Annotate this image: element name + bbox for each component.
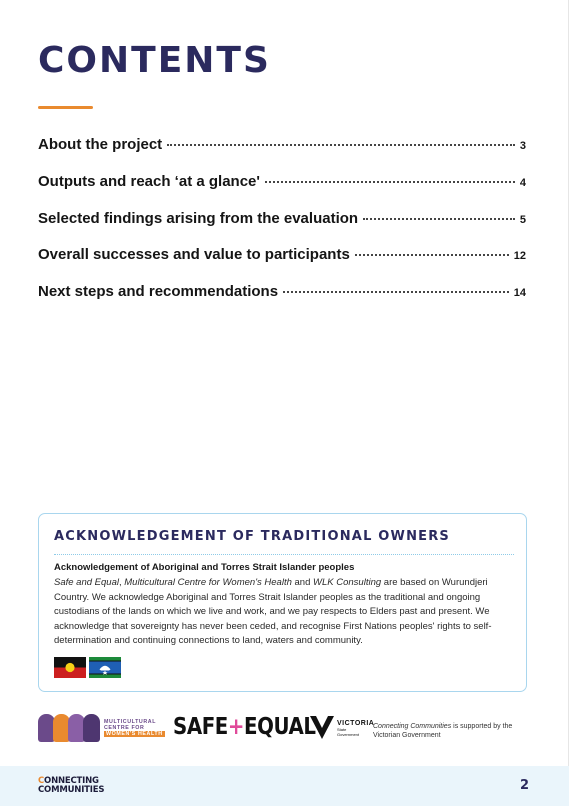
- brand-line: ONNECTING: [44, 776, 99, 786]
- toc-entry[interactable]: [38, 136, 526, 173]
- toc-entry[interactable]: [38, 210, 526, 247]
- table-of-contents: [38, 136, 526, 320]
- toc-entry-page: 12: [513, 250, 526, 263]
- text-separator: ,: [118, 577, 125, 588]
- page-footer: [0, 766, 569, 806]
- safe-and-equal-logo: [173, 714, 316, 740]
- victoria-v-icon: [309, 714, 335, 740]
- toc-entry-label: Next steps and recommendations: [38, 283, 279, 301]
- acknowledgement-box: [38, 513, 527, 692]
- c-shape-icon: C: [38, 776, 45, 786]
- org-safe-and-equal: Safe and Equal: [54, 577, 119, 588]
- flags-row: [54, 657, 121, 678]
- victoria-wordmark: [337, 720, 374, 737]
- page-title: CONTENTS: [38, 40, 271, 81]
- program-name: Connecting Communities: [373, 723, 452, 730]
- toc-leader-dots: [283, 291, 509, 293]
- wordmark-line: WOMEN'S HEALTH: [106, 731, 163, 738]
- partner-logos-row: [38, 712, 527, 748]
- faces-graphic-icon: [38, 714, 98, 742]
- toc-entry-label: Outputs and reach ‘at a glance': [38, 172, 260, 190]
- wordmark-line: CENTRE FOR: [104, 724, 145, 731]
- connecting-communities-logo: [38, 777, 104, 795]
- torres-strait-flag-icon: [89, 657, 121, 678]
- wordmark-line: MULTICULTURAL: [104, 718, 157, 725]
- brand-line: COMMUNITIES: [38, 785, 105, 795]
- toc-entry[interactable]: [38, 283, 526, 320]
- toc-leader-dots: [265, 181, 515, 183]
- toc-entry-label: About the project: [38, 136, 163, 153]
- text-separator: and: [291, 577, 314, 588]
- multicultural-centre-logo: [38, 714, 165, 742]
- logo-text: SAFE: [173, 714, 228, 740]
- page-number: 2: [519, 778, 529, 793]
- support-statement: [373, 723, 523, 740]
- title-underline: [38, 106, 93, 109]
- acknowledgement-text: [54, 576, 516, 649]
- acknowledgement-subheading: Acknowledgement of Aboriginal and Torres Strait Islander peoples: [54, 562, 355, 573]
- toc-entry-page: 4: [519, 176, 526, 189]
- toc-entry-label: Overall successes and value to participants: [38, 246, 350, 264]
- toc-leader-dots: [355, 254, 509, 256]
- toc-leader-dots: [363, 218, 515, 220]
- toc-entry-page: 3: [519, 140, 526, 152]
- victoria-sub: Government: [337, 731, 360, 737]
- victoria-label: VICTORIA: [337, 720, 375, 727]
- toc-entry[interactable]: [38, 246, 526, 283]
- victoria-government-logo: [309, 714, 374, 740]
- logo-text: EQUAL: [244, 714, 316, 740]
- aboriginal-flag-icon: [54, 657, 86, 678]
- toc-entry-label: Selected findings arising from the evaluation: [38, 209, 359, 227]
- acknowledgement-body: are based on Wurundjeri Country. We acknowledge Aboriginal and Torres Strait Islander peoples as the traditional and ongoing custodians of the lands on which we live and work, and we pay respects to Elders past and present. We acknowledge that sovereignty has never been ceded, and recognise First Nations peoples' rights to self-determination and continuing connections to land, waters and community.: [54, 577, 492, 646]
- multicultural-centre-wordmark: [104, 719, 165, 738]
- toc-leader-dots: [167, 144, 515, 146]
- support-text: is supported by the Victorian Government: [373, 723, 513, 739]
- acknowledgement-divider: [54, 554, 514, 555]
- toc-entry-page: 14: [513, 287, 526, 300]
- toc-entry-page: 5: [519, 213, 526, 226]
- org-multicultural-centre: Multicultural Centre for Women's Health: [124, 577, 292, 588]
- toc-entry[interactable]: [38, 173, 526, 210]
- acknowledgement-heading: ACKNOWLEDGEMENT OF TRADITIONAL OWNERS: [54, 529, 450, 544]
- plus-icon: +: [227, 714, 245, 740]
- org-wlk-consulting: WLK Consulting: [313, 577, 382, 588]
- victoria-sub: State: [337, 727, 347, 732]
